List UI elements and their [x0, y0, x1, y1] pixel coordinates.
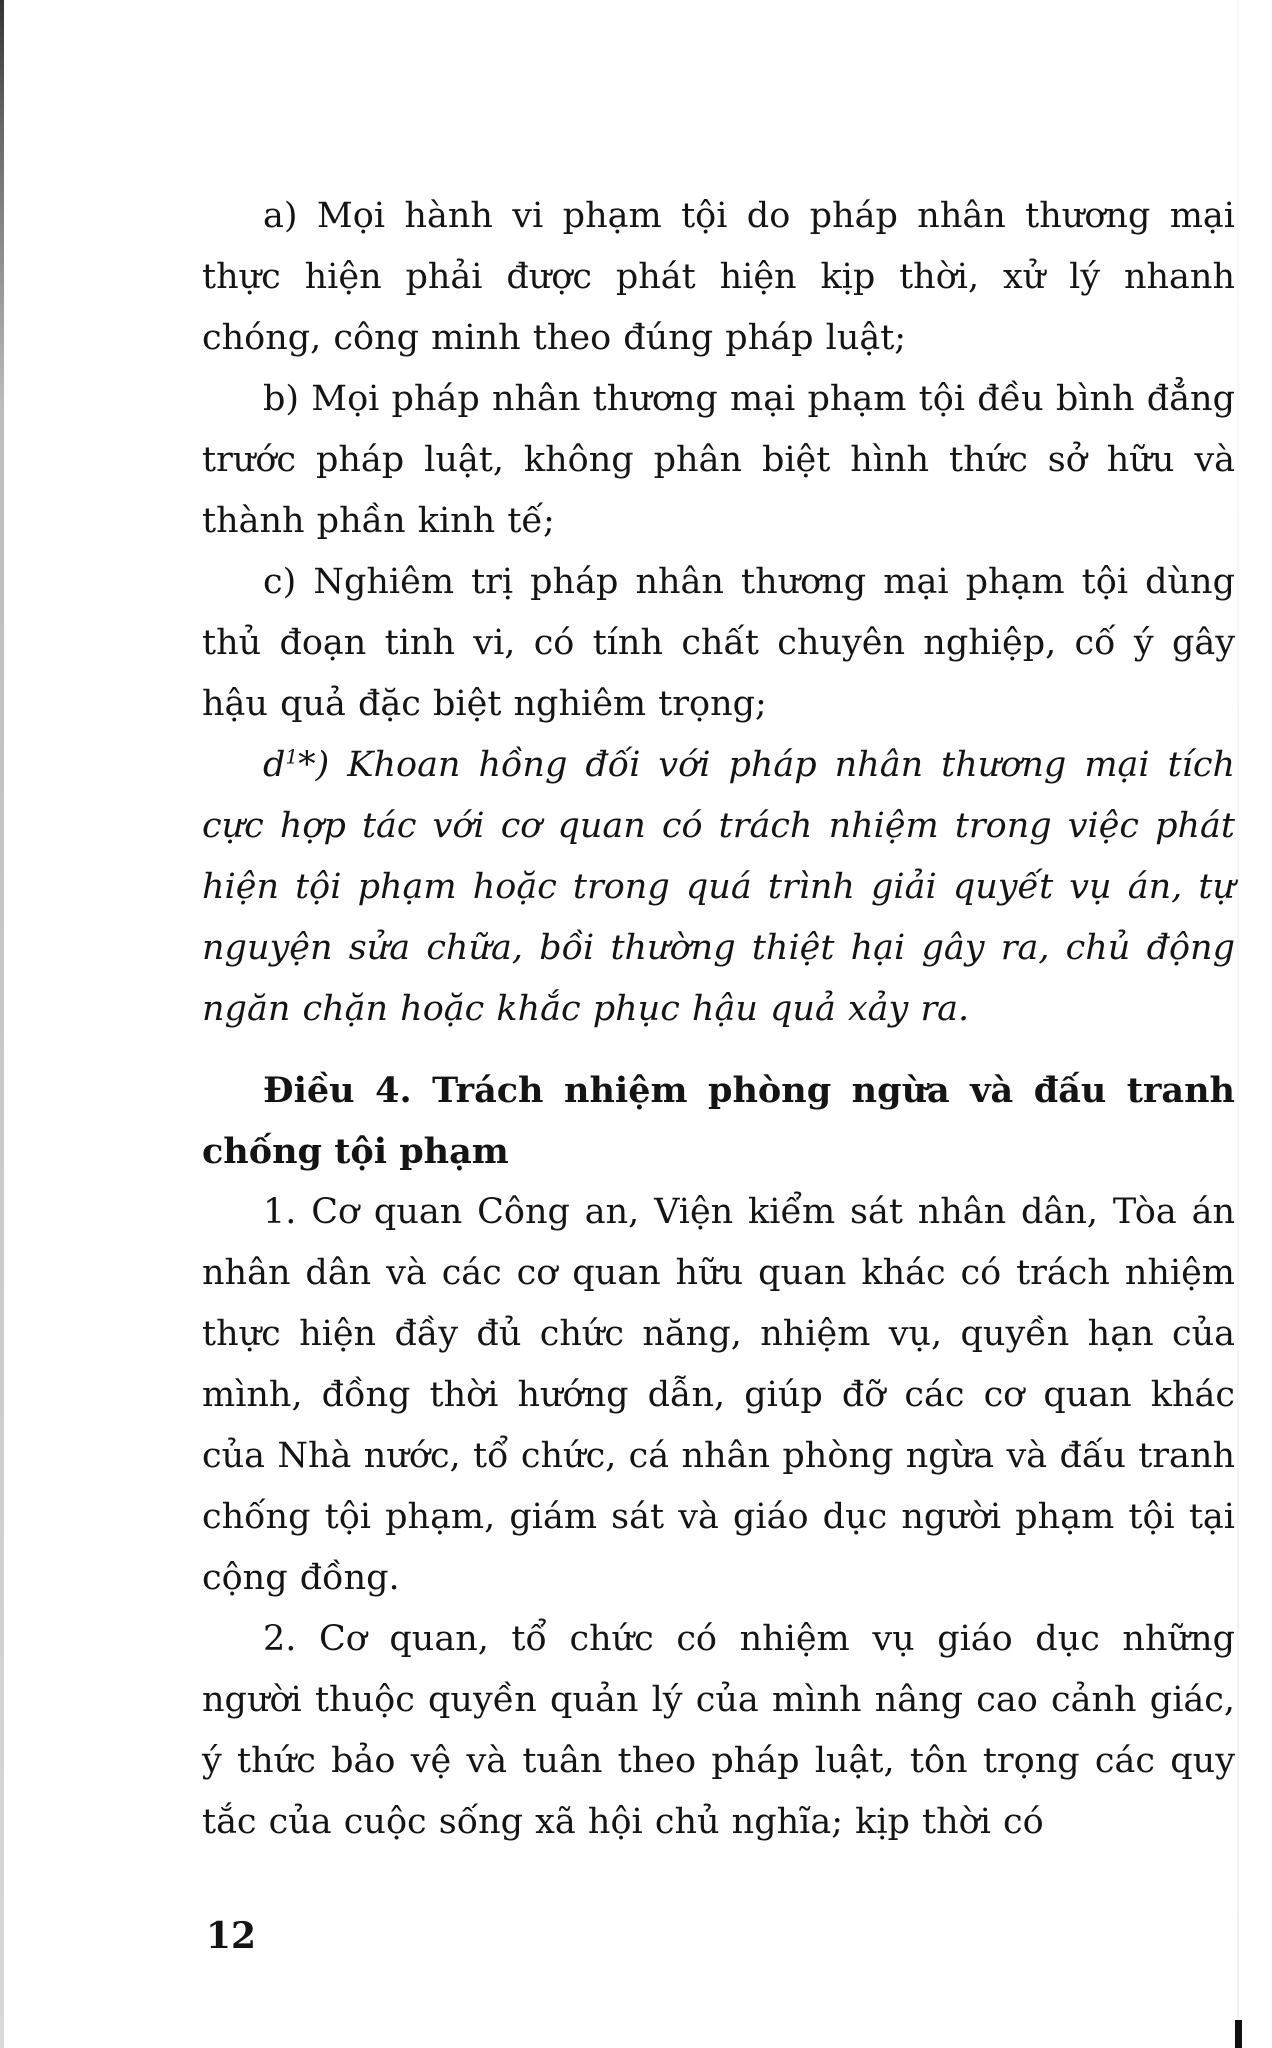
clause-d-label-suffix: *): [298, 745, 330, 785]
page-body: [202, 186, 1235, 1853]
clause-d-label-prefix: d: [263, 745, 286, 785]
clause-d-text: Khoan hồng đối với pháp nhân thương mại tích cực hợp tác với cơ quan có trách nhiệm trong việc phát hiện tội phạm hoặc trong quá trình giải quyết vụ án, tự nguyện sửa chữa, bồi thường thiệt hại gây ra, chủ động ngăn chặn hoặc khắc phục hậu quả xảy ra.: [202, 745, 1235, 1029]
page-right-edge-shadow: [1237, 0, 1239, 2020]
page-number: 12: [206, 1915, 257, 1957]
footnote-ref: 1: [285, 744, 299, 769]
article-item-2: 2. Cơ quan, tổ chức có nhiệm vụ giáo dục những người thuộc quyền quản lý của mình nâng cao cảnh giác, ý thức bảo vệ và tuân theo pháp luật, tôn trọng các quy tắc của cuộc sống xã hội chủ nghĩa; kịp thời có: [202, 1619, 1235, 1842]
clause-c: c) Nghiêm trị pháp nhân thương mại phạm tội dùng thủ đoạn tinh vi, có tính chất chuyên nghiệp, cố ý gây hậu quả đặc biệt nghiêm trọng;: [202, 562, 1235, 724]
page-corner-mark: [1235, 2020, 1242, 2048]
clause-b: b) Mọi pháp nhân thương mại phạm tội đều bình đẳng trước pháp luật, không phân biệt hình thức sở hữu và thành phần kinh tế;: [202, 379, 1235, 541]
clause-a: a) Mọi hành vi phạm tội do pháp nhân thương mại thực hiện phải được phát hiện kịp thời, xử lý nhanh chóng, công minh theo đúng pháp luật;: [202, 196, 1235, 358]
article-item-1: 1. Cơ quan Công an, Viện kiểm sát nhân dân, Tòa án nhân dân và các cơ quan hữu quan khác có trách nhiệm thực hiện đầy đủ chức năng, nhiệm vụ, quyền hạn của mình, đồng thời hướng dẫn, giúp đỡ các cơ quan khác của Nhà nước, tổ chức, cá nhân phòng ngừa và đấu tranh chống tội phạm, giám sát và giáo dục người phạm tội tại cộng đồng.: [202, 1192, 1235, 1598]
page-left-edge-shadow: [0, 0, 4, 2048]
clause-d-amended: [202, 735, 1235, 1040]
article-heading: Điều 4. Trách nhiệm phòng ngừa và đấu tranh chống tội phạm: [202, 1070, 1235, 1172]
